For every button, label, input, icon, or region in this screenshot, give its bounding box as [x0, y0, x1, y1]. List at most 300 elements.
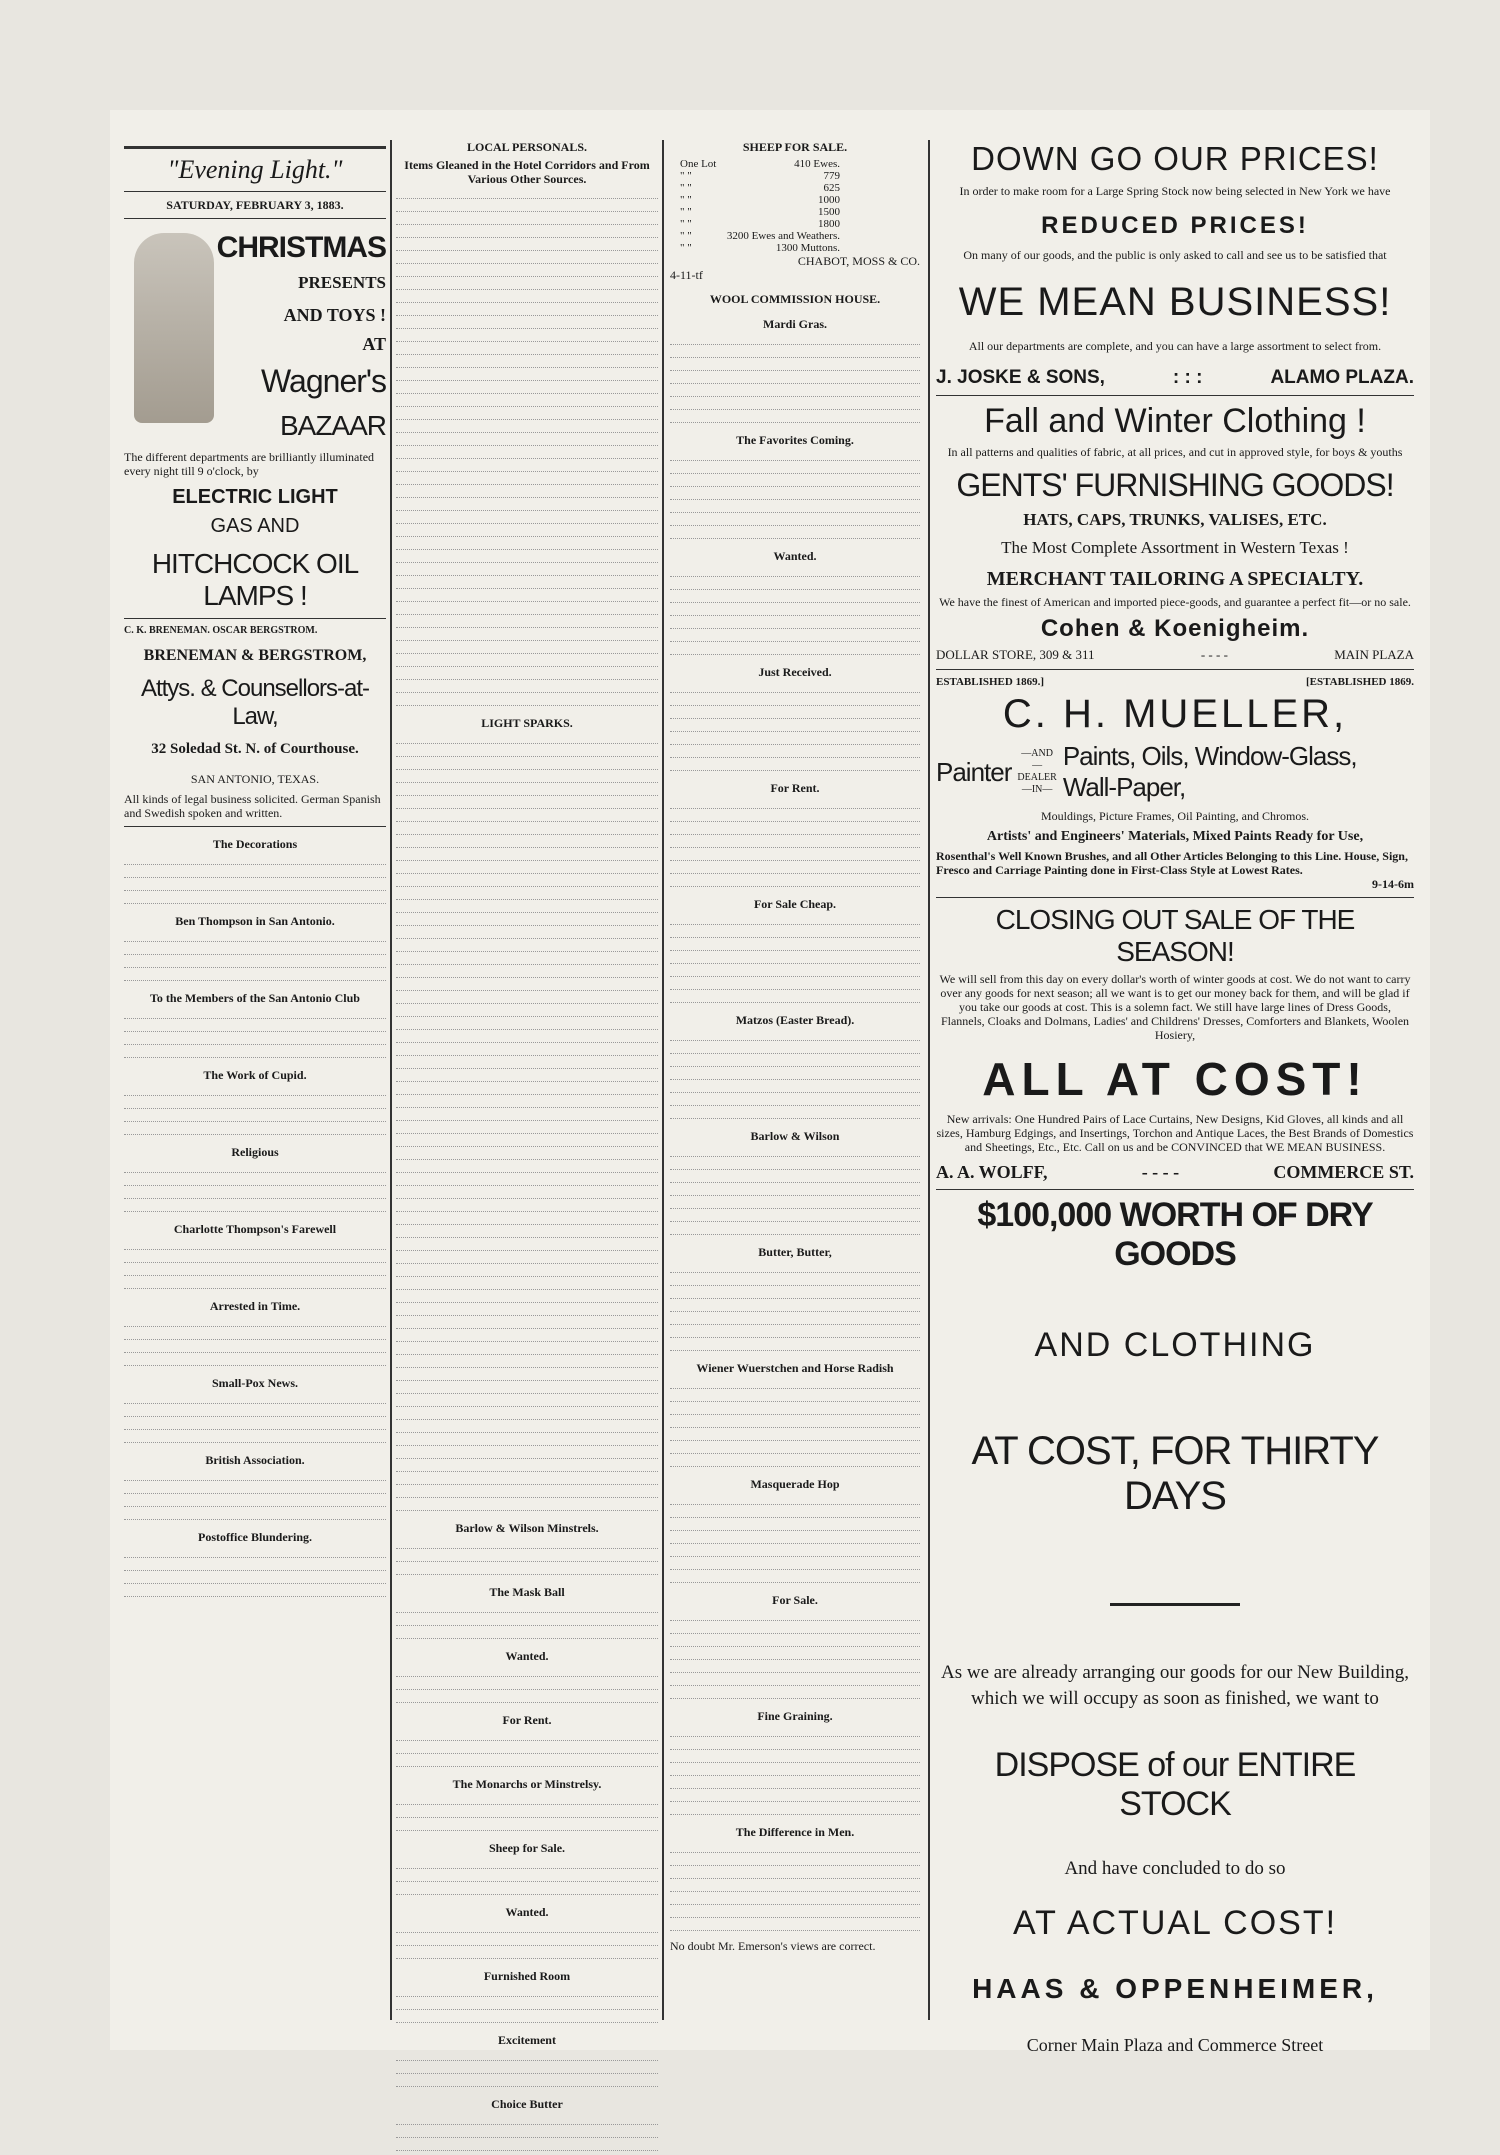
- illegible-text-line: [124, 1267, 386, 1276]
- illegible-text-line: [670, 491, 920, 500]
- divider: [936, 669, 1414, 670]
- illegible-text-line: [670, 994, 920, 1003]
- hitchcock-lamps: HITCHCOCK OIL LAMPS !: [151, 548, 359, 611]
- top-rule: [124, 146, 386, 149]
- illegible-text-line: [396, 515, 658, 524]
- illegible-text-line: [670, 581, 920, 590]
- illegible-text-line: [670, 1110, 920, 1119]
- illegible-text-line: [396, 1809, 658, 1818]
- rosenthal-ref: 9-14-6m: [1372, 877, 1414, 891]
- alamo-plaza: ALAMO PLAZA.: [1270, 367, 1414, 388]
- illegible-text-line: [396, 645, 658, 654]
- painter-word: Painter: [936, 756, 1012, 787]
- illegible-text-line: [670, 955, 920, 964]
- illegible-text-line: [124, 1049, 386, 1058]
- illegible-text-line: [670, 1303, 920, 1312]
- cohen-koenigheim: Cohen & Koenigheim.: [1040, 615, 1310, 642]
- illegible-text-line: [670, 1161, 920, 1170]
- closing-note: We will sell from this day on every dollar's worth of winter goods at cost. We do not want to carry over any goods for next season; all we want is to get our money back for them, and will be glad if you take our goods at cost. This is a solemn fact. We still have large lines of Dress Goods, Flannels, Cloaks and Dolmans, Ladies' and Childrens' Dresses, Comforters and Blankets, Woolen Hosiery,: [939, 972, 1411, 1042]
- illegible-text-line: [670, 1264, 920, 1273]
- illegible-text-line: [396, 878, 658, 887]
- section-title: Charlotte Thompson's Farewell: [173, 1222, 337, 1236]
- intro-text: In order to make room for a Large Spring Stock now being selected in New York we have: [959, 184, 1391, 198]
- illegible-text-line: [124, 1010, 386, 1019]
- sheep-row: [680, 206, 840, 218]
- illegible-text-line: [396, 1924, 658, 1933]
- section-title: British Association.: [205, 1453, 305, 1467]
- dollar-store: DOLLAR STORE, 309 & 311: [936, 647, 1095, 662]
- section-title: Wanted.: [773, 549, 817, 563]
- illegible-text-line: [670, 646, 920, 655]
- section-title: Fine Graining.: [757, 1709, 833, 1723]
- illegible-text-line: [670, 465, 920, 474]
- illegible-text-line: [670, 1767, 920, 1776]
- sheep-lot-value: 410 Ewes.: [794, 158, 840, 170]
- rosenthal: Rosenthal's Well Known Brushes, and all Other Articles Belonging to this Line. House, Sign, Fresco and Carriage Painting done in First-Class Style at Lowest Rates.: [936, 849, 1408, 877]
- illegible-text-line: [396, 839, 658, 848]
- illegible-text-line: [670, 1741, 920, 1750]
- illegible-text-line: [670, 1909, 920, 1918]
- illegible-text-line: [124, 1498, 386, 1507]
- illegible-text-line: [396, 1476, 658, 1485]
- illegible-text-line: [670, 633, 920, 642]
- sheep-lot-label: " ": [680, 206, 692, 218]
- joske-line: [936, 367, 1414, 389]
- illegible-text-line: [670, 697, 920, 706]
- firm-city: SAN ANTONIO, TEXAS.: [190, 772, 320, 786]
- illegible-text-line: [670, 1084, 920, 1093]
- illegible-text-line: [396, 1268, 658, 1277]
- illegible-text-line: [396, 1190, 658, 1199]
- illegible-text-line: [396, 1047, 658, 1056]
- illegible-text-line: [124, 1549, 386, 1558]
- sheep-ref: 4-11-tf: [670, 268, 703, 282]
- illegible-text-line: [670, 452, 920, 461]
- illegible-text-line: [670, 1638, 920, 1647]
- gents-furnishing: GENTS' FURNISHING GOODS!: [956, 467, 1394, 503]
- sheep-lot-label: One Lot: [680, 158, 717, 170]
- illegible-text-line: [396, 1164, 658, 1173]
- section-title: To the Members of the San Antonio Club: [150, 991, 360, 1005]
- illegible-text-line: [396, 1099, 658, 1108]
- column-rule: [928, 140, 930, 2020]
- illegible-text-line: [670, 349, 920, 358]
- news-sections: [124, 837, 386, 1597]
- illegible-text-line: [670, 865, 920, 874]
- child-illustration: [134, 233, 214, 423]
- illegible-text-line: [670, 1896, 920, 1905]
- illegible-text-line: [396, 2116, 658, 2125]
- section-title: Choice Butter: [491, 2097, 563, 2111]
- sheep-lot-label: " ": [680, 194, 692, 206]
- illegible-text-line: [396, 1502, 658, 1511]
- illegible-text-line: [124, 1344, 386, 1353]
- illegible-text-line: [396, 1566, 658, 1575]
- illegible-text-line: [396, 1255, 658, 1264]
- section-title: The Mask Ball: [489, 1585, 565, 1599]
- illegible-text-line: [396, 320, 658, 329]
- section-title: Wanted.: [505, 1649, 549, 1663]
- illegible-text-line: [396, 1617, 658, 1626]
- illegible-text-line: [670, 607, 920, 616]
- sheep-lot-value: 1000: [818, 194, 840, 206]
- illegible-text-line: [396, 541, 658, 550]
- local-personals-subtitle: Items Gleaned in the Hotel Corridors and From Various Other Sources.: [404, 158, 650, 186]
- divider: [936, 395, 1414, 396]
- illegible-text-line: [670, 916, 920, 925]
- wolff-name: A. A. WOLFF,: [936, 1162, 1048, 1182]
- illegible-text-line: [124, 882, 386, 891]
- illegible-text-line: [670, 1690, 920, 1699]
- illegible-text-line: [670, 1329, 920, 1338]
- illegible-text-line: [670, 1277, 920, 1286]
- illegible-text-line: [124, 1331, 386, 1340]
- illegible-text-line: [124, 1126, 386, 1135]
- illegible-text-line: [396, 385, 658, 394]
- illegible-text-line: [670, 336, 920, 345]
- and-clothing: AND CLOTHING: [1034, 1326, 1316, 1364]
- illegible-text-line: [124, 1087, 386, 1096]
- illegible-text-line: [670, 1200, 920, 1209]
- illegible-text-line: [670, 1548, 920, 1557]
- reduced-prices: REDUCED PRICES!: [1041, 212, 1309, 239]
- at-text: AT: [362, 334, 386, 354]
- illegible-text-line: [124, 1036, 386, 1045]
- section-title: Wanted.: [505, 1905, 549, 1919]
- column-rule: [662, 140, 664, 2020]
- section-title: Excitement: [498, 2033, 556, 2047]
- sheep-lot-value: 779: [823, 170, 840, 182]
- illegible-text-line: [124, 1434, 386, 1443]
- illegible-text-line: [670, 594, 920, 603]
- illegible-text-line: [670, 839, 920, 848]
- complete-assortment: The Most Complete Assortment in Western Texas !: [1001, 538, 1349, 557]
- illegible-text-line: [670, 517, 920, 526]
- illegible-text-line: [124, 1357, 386, 1366]
- section-title: Barlow & Wilson: [750, 1129, 840, 1143]
- sheep-row: [680, 194, 840, 206]
- illegible-text-line: [396, 1796, 658, 1805]
- illegible-text-line: [670, 1406, 920, 1415]
- illegible-text-line: [396, 904, 658, 913]
- illegible-text-line: [396, 437, 658, 446]
- illegible-text-line: [396, 190, 658, 199]
- hats-caps: HATS, CAPS, TRUNKS, VALISES, ETC.: [1023, 510, 1327, 529]
- illegible-text-line: [124, 1511, 386, 1520]
- illegible-text-line: [670, 1561, 920, 1570]
- illegible-text-line: [124, 1177, 386, 1186]
- concluded-note: And have concluded to do so: [1064, 1858, 1286, 1879]
- illegible-text-line: [670, 1290, 920, 1299]
- masthead: "Evening Light.": [167, 155, 343, 184]
- illegible-text-line: [670, 375, 920, 384]
- local-personals-title: LOCAL PERSONALS.: [466, 140, 588, 154]
- bazaar-text: BAZAAR: [279, 410, 386, 441]
- illegible-text-line: [670, 929, 920, 938]
- illegible-text-line: [396, 1385, 658, 1394]
- illegible-text-line: [396, 1086, 658, 1095]
- illegible-text-line: [396, 619, 658, 628]
- illegible-text-line: [124, 972, 386, 981]
- illegible-text-line: [670, 942, 920, 951]
- illegible-text-line: [396, 359, 658, 368]
- illegible-text-line: [396, 1540, 658, 1549]
- illegible-text-line: [124, 1588, 386, 1597]
- illegible-text-line: [670, 1728, 920, 1737]
- illegible-text-line: [670, 1857, 920, 1866]
- illegible-text-line: [670, 1522, 920, 1531]
- illegible-text-line: [670, 1071, 920, 1080]
- illegible-text-line: [124, 856, 386, 865]
- illegible-text-line: [670, 362, 920, 371]
- section-title: Masquerade Hop: [750, 1477, 840, 1491]
- illegible-text-line: [396, 1694, 658, 1703]
- illegible-text-line: [396, 917, 658, 926]
- illegible-text-line: [396, 489, 658, 498]
- we-mean-business: WE MEAN BUSINESS!: [958, 280, 1392, 324]
- illegible-text-line: [670, 1535, 920, 1544]
- section-title: Religious: [231, 1145, 279, 1159]
- section-title: Arrested in Time.: [209, 1299, 301, 1313]
- illegible-text-line: [396, 268, 658, 277]
- illegible-text-line: [670, 736, 920, 745]
- column-1: [124, 140, 386, 1601]
- section-title: The Work of Cupid.: [203, 1068, 307, 1082]
- illegible-text-line: [124, 895, 386, 904]
- illegible-text-line: [396, 567, 658, 576]
- illegible-text-line: [124, 1575, 386, 1584]
- established-left: ESTABLISHED 1869.]: [936, 676, 1044, 688]
- illegible-text-line: [670, 826, 920, 835]
- new-arrivals: New arrivals: One Hundred Pairs of Lace Curtains, New Designs, Kid Gloves, all kinds and all sizes, Hamburg Edgings, and Insertings, Torchon and Antique Laces, the Best Brands of Domestics and Sheetings, Etc., Etc. Call on us and be CONVINCED that WE MEAN BUSINESS.: [936, 1112, 1414, 1154]
- illegible-text-line: [396, 1950, 658, 1959]
- illegible-text-line: [396, 787, 658, 796]
- illegible-text-line: [124, 1203, 386, 1212]
- sheep-row: [680, 230, 840, 242]
- illegible-text-line: [670, 762, 920, 771]
- illegible-text-line: [396, 1988, 658, 1997]
- illegible-text-line: [396, 852, 658, 861]
- illegible-text-line: [124, 1280, 386, 1289]
- illegible-text-line: [396, 684, 658, 693]
- section-title: For Rent.: [502, 1713, 552, 1727]
- dollar-store-line: [936, 647, 1414, 663]
- illegible-text-line: [396, 671, 658, 680]
- illegible-text-line: [670, 1754, 920, 1763]
- illegible-text-line: [396, 697, 658, 706]
- illegible-text-line: [396, 930, 658, 939]
- illegible-text-line: [396, 606, 658, 615]
- section-title: For Sale.: [772, 1593, 818, 1607]
- illegible-text-line: [396, 476, 658, 485]
- illegible-text-line: [124, 933, 386, 942]
- fall-winter: Fall and Winter Clothing !: [984, 402, 1366, 440]
- gas-and: GAS AND: [210, 515, 300, 537]
- illegible-text-line: [396, 333, 658, 342]
- illegible-text-line: [670, 414, 920, 423]
- illegible-text-line: [396, 411, 658, 420]
- sheep-title: SHEEP FOR SALE.: [742, 140, 848, 154]
- illegible-text-line: [124, 1023, 386, 1032]
- illegible-text-line: [670, 684, 920, 693]
- tailor-note: We have the finest of American and imported piece-goods, and guarantee a perfect fit—or no sale.: [939, 595, 1411, 609]
- sheep-lot-label: " ": [680, 218, 692, 230]
- illegible-text-line: [670, 1380, 920, 1389]
- illegible-text-line: [396, 1346, 658, 1355]
- illegible-text-line: [396, 1489, 658, 1498]
- illegible-text-line: [670, 1226, 920, 1235]
- illegible-text-line: [396, 1886, 658, 1895]
- sheep-lot-value: 3200 Ewes and Weathers.: [726, 230, 840, 242]
- illegible-text-line: [396, 1681, 658, 1690]
- section-title: Postoffice Blundering.: [198, 1530, 312, 1544]
- illegible-text-line: [124, 1318, 386, 1327]
- divider: [124, 191, 386, 192]
- section-title: Wiener Wuerstchen and Horse Radish: [696, 1361, 894, 1375]
- illegible-text-line: [670, 1432, 920, 1441]
- section-title: Butter, Butter,: [758, 1245, 832, 1259]
- illegible-text-line: [670, 1393, 920, 1402]
- wagners-text: Wagner's: [261, 363, 386, 399]
- ad-sections: [670, 317, 920, 1931]
- dept-note: All our departments are complete, and you can have a large assortment to select from.: [968, 339, 1382, 353]
- illegible-text-line: [396, 826, 658, 835]
- corner-address: Corner Main Plaza and Commerce Street: [1026, 2035, 1324, 2055]
- section-title: Just Received.: [758, 665, 832, 679]
- illegible-text-line: [396, 1398, 658, 1407]
- sheep-list: [680, 158, 840, 254]
- illegible-text-line: [396, 1359, 658, 1368]
- illegible-text-line: [396, 1281, 658, 1290]
- illegible-text-line: [670, 749, 920, 758]
- illegible-text-line: [396, 554, 658, 563]
- wagner-ad: [124, 225, 386, 442]
- illegible-text-line: [396, 1151, 658, 1160]
- illegible-text-line: [396, 2078, 658, 2087]
- worth-dry-goods: $100,000 WORTH OF DRY GOODS: [977, 1196, 1373, 1273]
- toys-text: AND TOYS !: [283, 305, 386, 325]
- illegible-text-line: [396, 1216, 658, 1225]
- section-title: The Decorations: [212, 837, 298, 851]
- illegible-text-line: [396, 216, 658, 225]
- illegible-text-line: [396, 1873, 658, 1882]
- illegible-text-line: [124, 1241, 386, 1250]
- established-line: [936, 676, 1414, 688]
- mouldings: Mouldings, Picture Frames, Oil Painting, and Chromos.: [1041, 809, 1309, 823]
- illegible-text-line: [670, 1032, 920, 1041]
- illegible-text-line: [670, 1664, 920, 1673]
- light-sparks-title: LIGHT SPARKS.: [481, 716, 573, 730]
- section-title: Furnished Room: [483, 1969, 571, 1983]
- illegible-text-line: [670, 981, 920, 990]
- illegible-text-line: [670, 800, 920, 809]
- illegible-text-line: [670, 1097, 920, 1106]
- illegible-text-line: [124, 1562, 386, 1571]
- paints-oils: Paints, Oils, Window-Glass, Wall-Paper,: [1062, 741, 1357, 802]
- sparks-body: [396, 735, 658, 1511]
- divider: [936, 897, 1414, 898]
- illegible-text-line: [396, 2014, 658, 2023]
- illegible-text-line: [396, 1450, 658, 1459]
- illegible-text-line: [670, 388, 920, 397]
- closing-out-sale: CLOSING OUT SALE OF THE SEASON!: [995, 904, 1355, 967]
- sheep-row: [680, 182, 840, 194]
- sheep-row: [680, 158, 840, 170]
- illegible-text-line: [396, 242, 658, 251]
- partner-names: C. K. BRENEMAN. OSCAR BERGSTROM.: [124, 625, 318, 636]
- illegible-text-line: [670, 1187, 920, 1196]
- illegible-text-line: [396, 865, 658, 874]
- short-rule: [1110, 1603, 1240, 1606]
- illegible-text-line: [396, 1745, 658, 1754]
- column-4: [936, 140, 1414, 2056]
- sheep-lot-value: 1800: [818, 218, 840, 230]
- section-title: Ben Thompson in San Antonio.: [175, 914, 335, 928]
- illegible-text-line: [396, 1758, 658, 1767]
- legal-note: All kinds of legal business solicited. German Spanish and Swedish spoken and written.: [124, 792, 381, 820]
- illegible-text-line: [124, 1421, 386, 1430]
- electric-light: ELECTRIC LIGHT: [172, 486, 338, 508]
- sheep-lot-label: " ": [680, 230, 692, 242]
- dispose-stock: DISPOSE of our ENTIRE STOCK: [994, 1746, 1356, 1823]
- commerce-st: COMMERCE ST.: [1273, 1162, 1414, 1182]
- illegible-text-line: [670, 1612, 920, 1621]
- all-at-cost: ALL AT COST!: [982, 1053, 1368, 1105]
- illegible-text-line: [396, 891, 658, 900]
- section-title: For Sale Cheap.: [753, 897, 837, 911]
- illegible-text-line: [670, 968, 920, 977]
- illegible-text-line: [396, 593, 658, 602]
- sheep-row: [680, 242, 840, 254]
- illegible-text-line: [124, 1254, 386, 1263]
- illegible-text-line: [396, 424, 658, 433]
- illegible-text-line: [670, 1458, 920, 1467]
- and-dealer-in: —AND— DEALER —IN—: [1017, 748, 1057, 795]
- illegible-text-line: [396, 2065, 658, 2074]
- illegible-text-line: [396, 1822, 658, 1831]
- wolff-dashes: - - - -: [1141, 1162, 1180, 1182]
- illegible-text-line: [396, 1372, 658, 1381]
- attys: Attys. & Counsellors-at-Law,: [140, 675, 370, 730]
- illegible-text-line: [670, 1922, 920, 1931]
- divider: [124, 826, 386, 827]
- firm-address: 32 Soledad St. N. of Courthouse.: [151, 741, 359, 757]
- illegible-text-line: [670, 504, 920, 513]
- christmas-text: CHRISTMAS: [216, 231, 386, 264]
- illegible-text-line: [396, 281, 658, 290]
- illegible-text-line: [396, 813, 658, 822]
- illegible-text-line: [396, 2142, 658, 2151]
- main-plaza: MAIN PLAZA: [1334, 647, 1414, 662]
- painter-line: [936, 741, 1414, 803]
- column-3: [670, 140, 920, 1953]
- divider: [936, 1189, 1414, 1190]
- joske-name: J. JOSKE & SONS,: [936, 367, 1105, 388]
- bazaar-note: The different departments are brilliantly illuminated every night till 9 o'clock, by: [124, 450, 375, 478]
- illegible-text-line: [670, 1793, 920, 1802]
- illegible-text-line: [396, 463, 658, 472]
- illegible-text-line: [396, 1125, 658, 1134]
- illegible-text-line: [670, 478, 920, 487]
- illegible-text-line: [396, 1294, 658, 1303]
- illegible-text-line: [396, 995, 658, 1004]
- illegible-text-line: [396, 1630, 658, 1639]
- illegible-text-line: [670, 813, 920, 822]
- illegible-text-line: [670, 878, 920, 887]
- illegible-text-line: [396, 1937, 658, 1946]
- illegible-text-line: [670, 1148, 920, 1157]
- actual-cost: AT ACTUAL COST!: [1012, 1904, 1338, 1942]
